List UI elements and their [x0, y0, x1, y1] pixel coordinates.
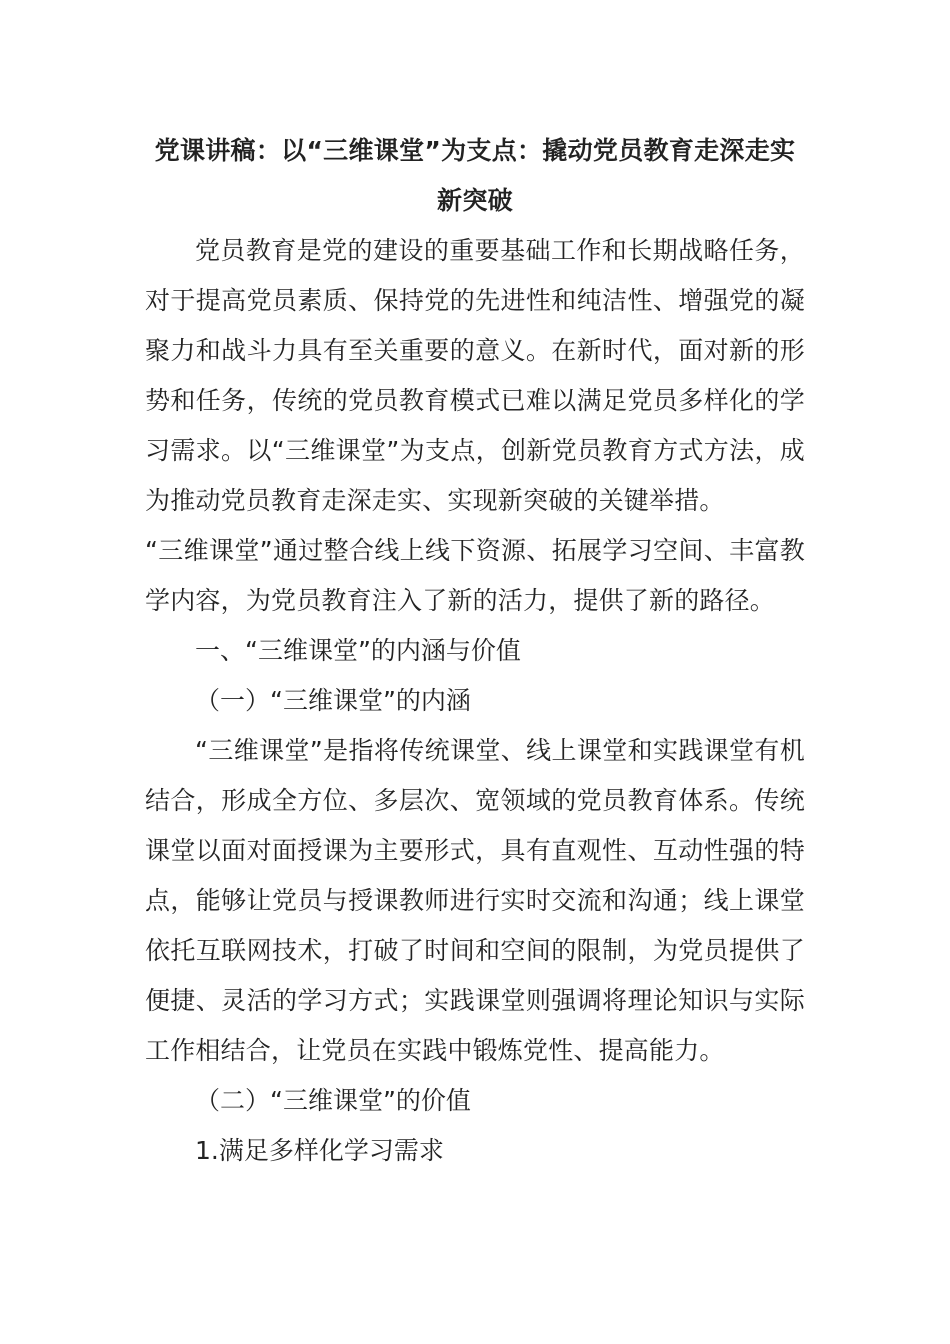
intro-paragraph: 党员教育是党的建设的重要基础工作和长期战略任务，对于提高党员素质、保持党的先进性和纯洁性、增强党的凝聚力和战斗力具有至关重要的意义。在新时代，面对新的形势和任务，传统的党员教育模式已难以满足党员多样化的学习需求。以“三维课堂”为支点，创新党员教育方式方法，成为推动党员教育走深走实、实现新突破的关键举措。	[145, 236, 805, 515]
subsection-heading-2: （二）“三维课堂”的价值	[195, 1086, 471, 1115]
subsection-body-1: “三维课堂”是指将传统课堂、线上课堂和实践课堂有机结合，形成全方位、多层次、宽领域的党员教育体系。传统课堂以面对面授课为主要形式，具有直观性、互动性强的特点，能够让党员与授课教师进行实时交流和沟通；线上课堂依托互联网技术，打破了时间和空间的限制，为党员提供了便捷、灵活的学习方式；实践课堂则强调将理论知识与实际工作相结合，让党员在实践中锻炼党性、提高能力。	[145, 736, 805, 1065]
document-body	[145, 126, 805, 1176]
document-title: 党课讲稿：以“三维课堂”为支点：撬动党员教育走深走实新突破	[154, 136, 796, 215]
section-heading-1: 一、“三维课堂”的内涵与价值	[195, 636, 521, 665]
intro-paragraph-continued: “三维课堂”通过整合线上线下资源、拓展学习空间、丰富教学内容，为党员教育注入了新的活力，提供了新的路径。	[145, 536, 805, 615]
point-heading-1: 1.满足多样化学习需求	[195, 1136, 444, 1165]
subsection-heading-1: （一）“三维课堂”的内涵	[195, 686, 471, 715]
